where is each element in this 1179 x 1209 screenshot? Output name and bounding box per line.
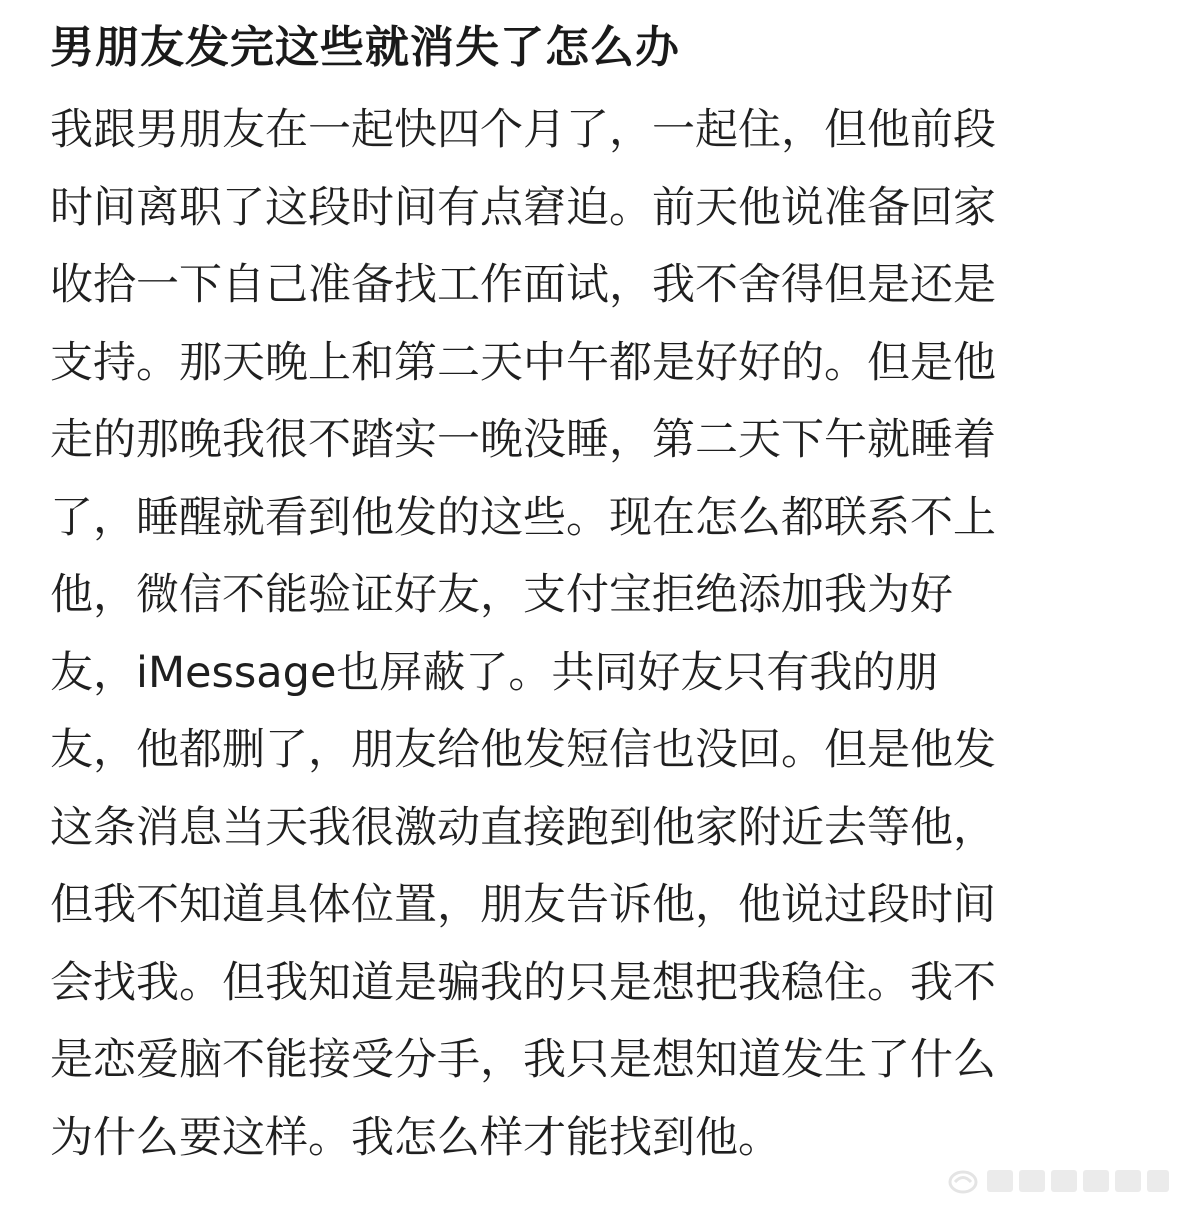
post-body-line: 但我不知道具体位置，朋友告诉他，他说过段时间 <box>50 880 996 930</box>
post-body-line: 为什么要这样。我怎么样才能找到他。 <box>50 1112 781 1163</box>
post-body-line: 他，微信不能验证好友，支付宝拒绝添加我为好 <box>50 570 953 620</box>
post-body-line: 走的那晚我很不踏实一晚没睡，第二天下午就睡着 <box>50 415 996 465</box>
post-body-line: 是恋爱脑不能接受分手，我只是想知道发生了什么 <box>50 1035 996 1085</box>
post-body-line: 我跟男朋友在一起快四个月了，一起住，但他前段 <box>50 105 996 155</box>
post-body <box>50 92 1130 1177</box>
post-title: 男朋友发完这些就消失了怎么办 <box>50 22 680 73</box>
post-body-line: 时间离职了这段时间有点窘迫。前天他说准备回家 <box>50 182 996 233</box>
watermark-logo-icon <box>945 1162 1173 1200</box>
post-body-line: 收拾一下自己准备找工作面试，我不舍得但是还是 <box>50 260 996 310</box>
post-body-line: 支持。那天晚上和第二天中午都是好好的。但是他 <box>50 337 996 388</box>
post-body-line: 友，他都删了，朋友给他发短信也没回。但是他发 <box>50 725 996 775</box>
post <box>50 18 1130 1177</box>
post-body-line: 了，睡醒就看到他发的这些。现在怎么都联系不上 <box>50 492 996 543</box>
post-body-line: 这条消息当天我很激动直接跑到他家附近去等他， <box>50 802 996 853</box>
post-body-line: 会找我。但我知道是骗我的只是想把我稳住。我不 <box>50 957 996 1008</box>
post-body-line: 友，iMessage也屏蔽了。共同好友只有我的朋 <box>50 647 939 698</box>
